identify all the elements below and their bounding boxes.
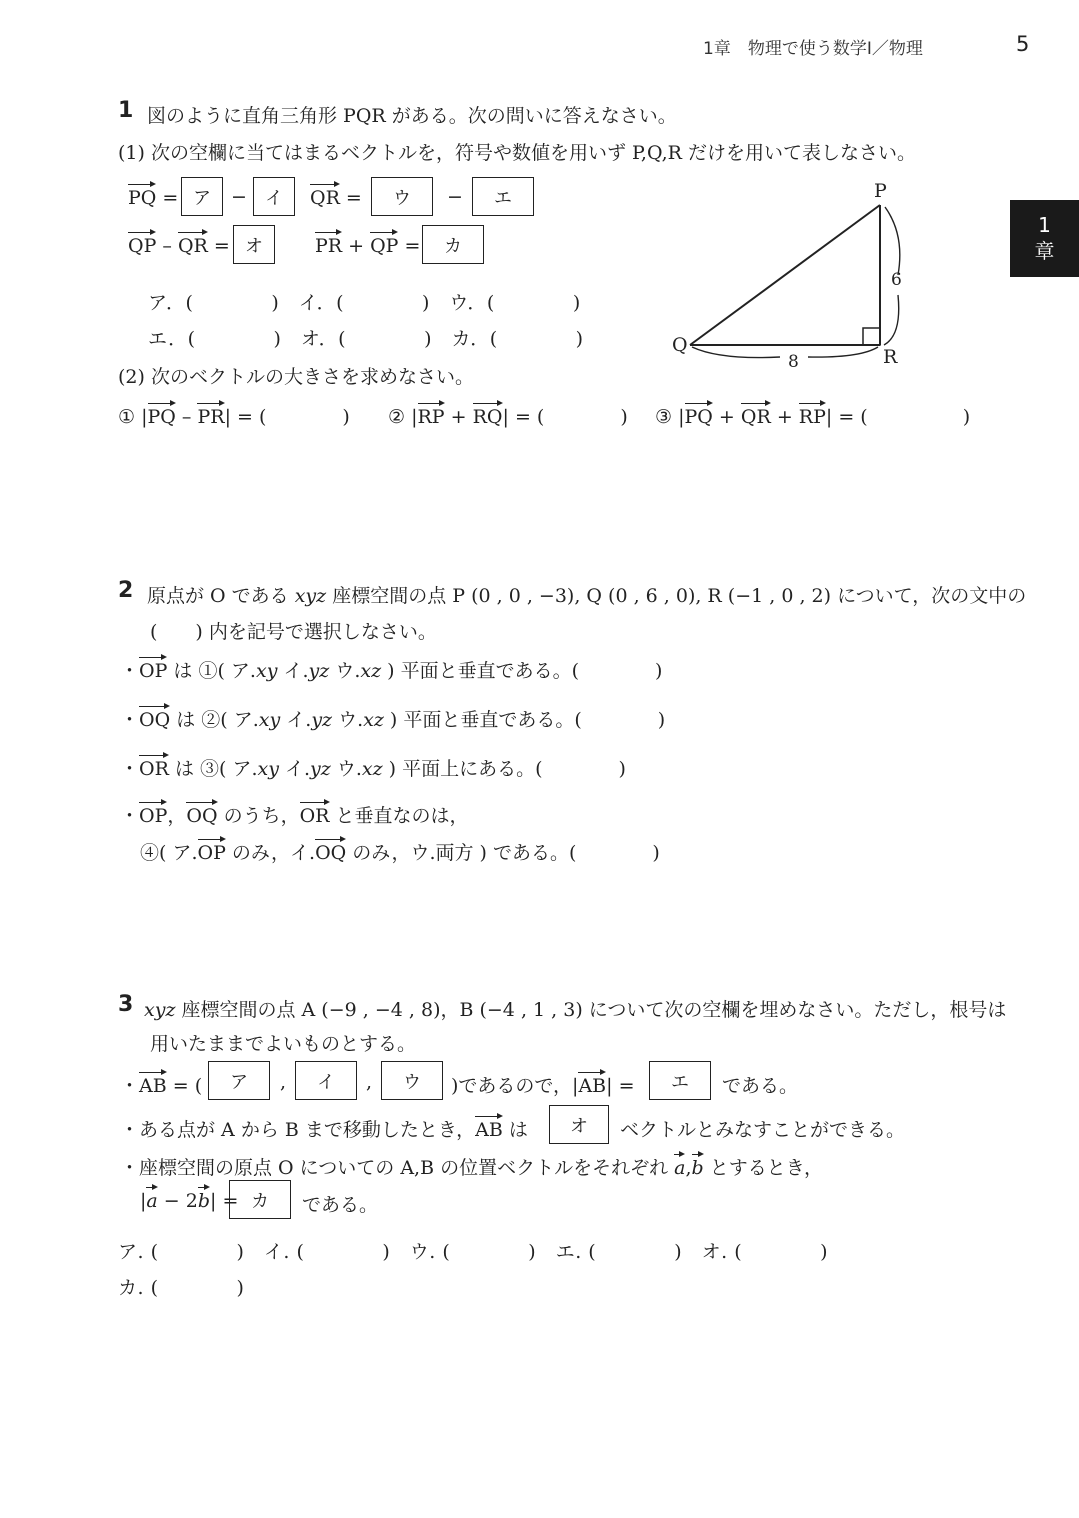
brace-pr-upper: [885, 207, 900, 275]
q3-position-line: ・座標空間の原点 O についての A,B の位置ベクトルをそれぞれ a,b とするとき，: [120, 1157, 823, 1179]
vector-qr: QR =: [310, 187, 362, 209]
question-3-stem-line2: 用いたままでよいものとする。: [150, 1033, 417, 1055]
comma: ,: [280, 1071, 287, 1093]
q2-item-4-line1: ・OP，OQ のうち，OR と垂直なのは，: [120, 805, 469, 827]
side-label-8: 8: [788, 352, 799, 372]
q3-blank-box-o[interactable]: オ: [549, 1105, 609, 1144]
chapter-tab-label: 章: [1034, 239, 1055, 263]
question-3-number: 3: [118, 992, 134, 1017]
question-1-sub2: (2) 次のベクトルの大きさを求めなさい。: [118, 366, 474, 388]
magnitude-item-2: ② |RP + RQ| = ( ): [388, 406, 628, 428]
chapter-header: 1章 物理で使う数学Ⅰ／物理: [703, 39, 923, 59]
q3-blank-box-i[interactable]: イ: [295, 1061, 357, 1100]
blank-box-i[interactable]: イ: [253, 177, 295, 216]
minus-sign: −: [231, 186, 247, 208]
q2-item-oq: ・OQ は ②( ア.xy イ.yz ウ.xz ) 平面と垂直である。( ): [120, 709, 666, 731]
q3-blank-box-u[interactable]: ウ: [381, 1061, 443, 1100]
minus-sign: −: [447, 186, 463, 208]
page-number: 5: [1016, 32, 1030, 56]
q2-item-op: ・OP は ①( ア.xy イ.yz ウ.xz ) 平面と垂直である。( ): [120, 660, 663, 682]
brace-qr-right: [808, 347, 878, 357]
vector-qp-minus-qr: QP – QR =: [128, 235, 230, 257]
q3-ab-magnitude: )であるので，|AB| =: [451, 1075, 635, 1097]
question-2-number: 2: [118, 578, 134, 603]
vertex-label-q: Q: [672, 334, 688, 356]
answer-row-2: エ．( ) オ．( ) カ．( ): [148, 328, 584, 350]
q3-ab-prefix: ・AB = (: [120, 1075, 203, 1097]
blank-box-a[interactable]: ア: [181, 177, 223, 216]
q3-blank-box-ka[interactable]: カ: [229, 1180, 291, 1219]
chapter-tab: [1010, 200, 1079, 277]
magnitude-item-3: ③ |PQ + QR + RP| = ( ): [655, 406, 971, 428]
q3-answer-row-1: ア. ( ) イ. ( ) ウ. ( ) エ. ( ) オ. ( ): [118, 1241, 829, 1263]
question-1-stem: 図のように直角三角形 PQR がある。次の問いに答えなさい。: [147, 105, 677, 127]
brace-qr-left: [692, 347, 780, 358]
question-2-stem-line1: 原点が O である xyz 座標空間の点 P (0 , 0 , −3), Q (0 , 6 , 0), R (−1 , 0 , 2) について，次の文中の: [147, 585, 1027, 607]
comma: ,: [366, 1071, 373, 1093]
side-label-6: 6: [891, 270, 902, 290]
question-1-number: 1: [118, 98, 134, 123]
triangle-figure: [660, 175, 920, 375]
blank-box-o[interactable]: オ: [233, 225, 275, 264]
answer-row-1: ア．( ) イ．( ) ウ．( ): [148, 292, 581, 314]
q2-item-4-line2: ④( ア.OP のみ，イ.OQ のみ，ウ.両方 ) である。( ): [140, 842, 660, 864]
vertex-label-p: P: [874, 180, 887, 202]
q3-dearu-1: である。: [722, 1075, 799, 1097]
vertex-label-r: R: [883, 346, 898, 368]
q3-answer-row-2: カ. ( ): [118, 1277, 245, 1299]
vector-pr-plus-qp: PR + QP =: [315, 235, 421, 257]
q3-dearu-2: である。: [302, 1194, 379, 1216]
q3-move-line-end: ベクトルとみなすことができる。: [620, 1119, 906, 1141]
blank-box-ka[interactable]: カ: [422, 225, 484, 264]
q3-blank-box-a[interactable]: ア: [208, 1061, 270, 1100]
q3-move-line: ・ある点が A から B まで移動したとき，AB は: [120, 1119, 528, 1141]
blank-box-u[interactable]: ウ: [371, 177, 433, 216]
blank-box-e[interactable]: エ: [472, 177, 534, 216]
chapter-tab-number: 1: [1038, 213, 1051, 237]
q3-blank-box-e[interactable]: エ: [649, 1061, 711, 1100]
vector-pq: PQ =: [128, 187, 179, 209]
edge-qp: [690, 205, 880, 345]
question-3-stem-line1: xyz 座標空間の点 A (−9 , −4 , 8)，B (−4 , 1 , 3) について次の空欄を埋めなさい。ただし，根号は: [144, 999, 1007, 1021]
brace-pr-lower: [884, 295, 899, 345]
q2-item-or: ・OR は ③( ア.xy イ.yz ウ.xz ) 平面上にある。( ): [120, 758, 626, 780]
q3-magnitude-expr: |a − 2b| =: [140, 1190, 239, 1212]
question-1-sub1: (1) 次の空欄に当てはまるベクトルを，符号や数値を用いず P,Q,R だけを用いて表しなさい。: [118, 142, 916, 164]
right-angle-mark: [863, 328, 880, 345]
magnitude-item-1: ① |PQ – PR| = ( ): [118, 406, 350, 428]
question-2-stem-line2: ( ) 内を記号で選択しなさい。: [150, 621, 437, 643]
